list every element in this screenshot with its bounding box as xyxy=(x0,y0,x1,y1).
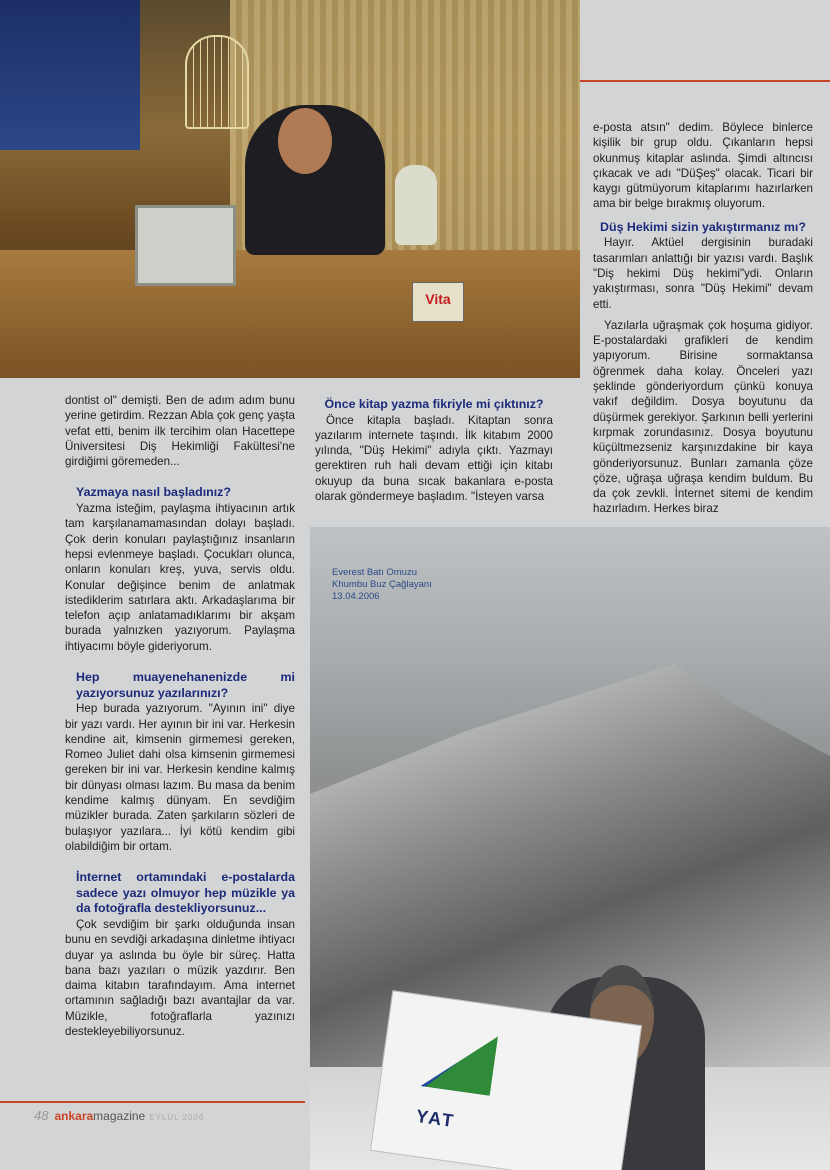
caption-sublocation: Khumbu Buz Çağlayanı xyxy=(332,579,432,590)
right-column xyxy=(593,120,813,517)
header-rule xyxy=(580,80,830,82)
middle-column xyxy=(315,397,553,504)
issue-date: EYLÜL 2006 xyxy=(149,1113,205,1122)
paragraph: Hep burada yazıyorum. "Ayının ini" diye bir yazı vardı. Her ayının bir ini var. Herkesin kendine ait, kimsenin girmemesi gereken, Romeo Juliet dahi olsa kimsenin girmemesi gereken bir ini var. Herkesin kendine kalmış bir dünyası olması lazım. Bu masa da benim kendime kalmış dünyam. En sevdiğim müzikler burada. Zaten şarkıların sözleri de bulaşıyor yazılara... İyi kötü kendim gibi olabildiğim bir ortam. xyxy=(65,702,295,853)
flag-text: YAT xyxy=(414,1105,457,1132)
paragraph: dontist ol" demişti. Ben de adım adım bunu yerine getirdim. Rezzan Abla çok genç yaşta vefat etti, benim ilk tercihim olan Hacettepe Üniversitesi Diş Hekimliği Fakültesi'ne girdiğimi göremeden... xyxy=(65,394,295,469)
paragraph: Önce kitapla başladı. Kitaptan sonra yazılarım internete taşındı. İlk kitabım 2000 yılında, "Düş Hekimi" adıyla çıktı. Yazmayı gerektiren ruh hali devam ettiği için kitabı okuyup da buna sıcak bakanlara e-posta olarak göndermeye başladım. "İsteyen varsa xyxy=(315,413,553,504)
section-heading: Hep muayenehanenizde mi yazıyorsunuz yazılarınızı? xyxy=(76,670,295,700)
curtain-decor xyxy=(0,0,140,150)
footer-rule xyxy=(0,1101,305,1103)
paragraph: e-posta atsın" dedim. Böylece binlerce kişilik bir grup oldu. Çıkanların hepsi okunmuş kitaplar aslında. Şimdi altıncısı çıkacak ve adı "DüŞeş" olacak. Ticari bir kaygı gütmüyorum kitaplarımı hazırlarken ama bir belge bırakmış oluyorum. xyxy=(593,121,813,211)
section-heading: Önce kitap yazma fikriyle mi çıktınız? xyxy=(324,397,544,411)
page-number: 48 xyxy=(34,1108,49,1123)
magazine-brand-magazine: magazine xyxy=(93,1109,146,1123)
everest-photo xyxy=(310,527,830,1170)
paragraph: Çok sevdiğim bir şarkı olduğunda insan bunu en sevdiği arkadaşına dinletme ihtiyacı duyar ya aslında bu öyle bir süreç. Hatta bana bazı yazıları o müzik yazdırır. Ben daima kitabın tarafındayım. Ama internet ortamının sağladığı bazı avantajlar da var. Müzikle, fotoğraflarla yazınızı destekleyebiliyorsunuz. xyxy=(65,917,295,1039)
vita-label: Vita xyxy=(425,291,451,307)
caption-date: 13.04.2006 xyxy=(332,591,380,602)
magazine-brand-ankara: ankara xyxy=(54,1109,94,1123)
caption-location: Everest Batı Omuzu xyxy=(332,567,418,578)
paragraph: Hayır. Aktüel dergisinin buradaki tasarımları anlattığı bir yazısı vardı. Başlık "Diş hekimi Düş hekimi"ydi. Onların yakıştırması, sonra "Düş Hekimi" devam etti. xyxy=(593,236,813,311)
flag-logo xyxy=(420,1027,498,1096)
paragraph: Yazma isteğim, paylaşma ihtiyacının artık tam karşılanamamasından dolayı başladı. Çok derin konuları paylaştığınız insanların hepsi evlenmeye başladı. Çocukları olunca, onların konuları kreş, yuva, servis oldu. Konular değişince benim de anlatmak istediklerim satırlara aktı. Arkadaşlarıma bir telefon açıp anlatamadıklarımı bir akşam burada yalnızken yazıyorum. Paylaşma ihtiyacımı böyle gideriyorum. xyxy=(65,502,295,653)
vita-box xyxy=(412,282,464,322)
computer-monitor xyxy=(135,205,236,286)
page-footer xyxy=(34,1108,204,1123)
paragraph: Yazılarla uğraşmak çok hoşuma gidiyor. E-postalardaki grafikleri de kendim yapıyorum. Birisine sormaktansa öğrenmek daha kolay. Önceleri yazı şeklinde gönderiyordum çünkü konuya vakıf değildim. Dosya boyutunu da düşürmek gerekiyor. Şarkının belli yerlerini kırpmak zorundasınız. Dosya boyutunu küçültmezseniz karşınızdakine bir kaya gönderiyorsunuz. Bunları zamanla çöze çöze, uğraşa uğraşa kendim buldum. Bu da çok zevkli. İnternet sitemi de kendim hazırladım. Herkes biraz xyxy=(593,318,813,516)
left-column xyxy=(65,393,295,1039)
section-heading: Düş Hekimi sizin yakıştırmanız mı? xyxy=(600,219,806,234)
dentist-office-photo xyxy=(0,0,580,378)
photo-caption xyxy=(332,567,432,603)
section-heading: Yazmaya nasıl başladınız? xyxy=(76,485,231,500)
coffee-pot xyxy=(395,165,437,245)
wooden-desk xyxy=(0,250,580,378)
section-heading: İnternet ortamındaki e-postalarda sadece yazı olmuyor hep müzikle ya da fotoğrafla destekliyorsunuz... xyxy=(76,870,295,916)
birdcage xyxy=(185,35,249,129)
dentist-head xyxy=(278,108,332,174)
